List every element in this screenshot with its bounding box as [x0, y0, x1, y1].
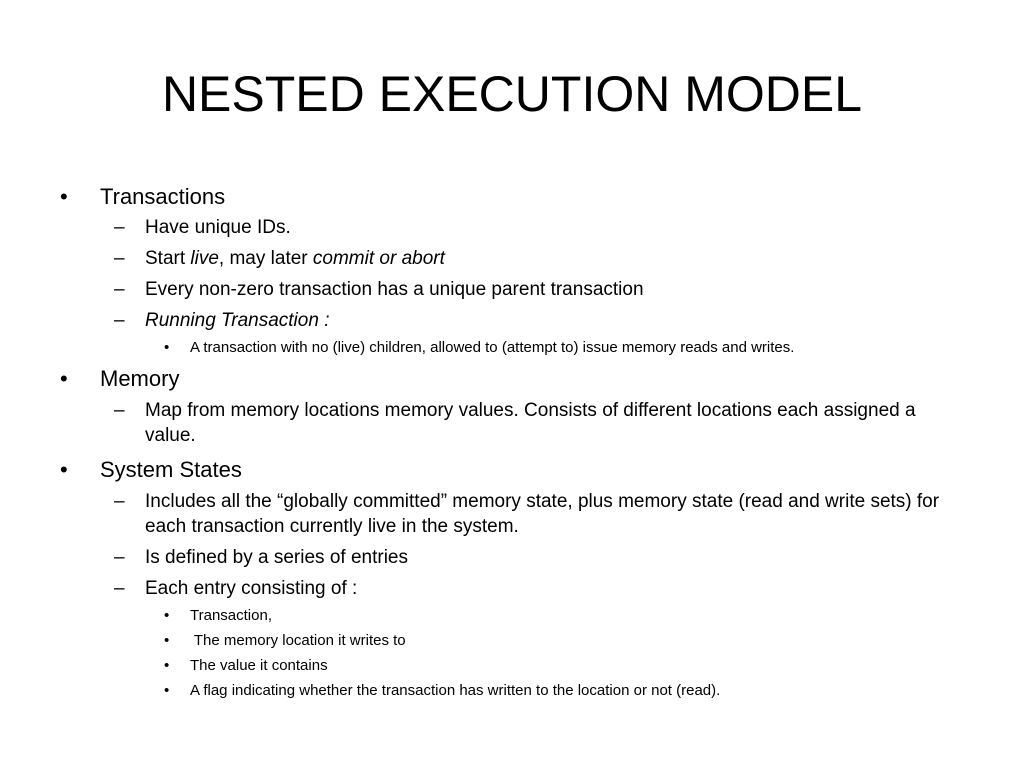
- dash-marker: –: [114, 400, 125, 421]
- dash-marker: –: [114, 578, 125, 599]
- dash-marker: –: [114, 310, 125, 331]
- bullet-marker: •: [164, 632, 170, 649]
- slide-body: [58, 180, 958, 700]
- sub-sub-bullet-text: A transaction with no (live) children, allowed to (attempt to) issue memory reads and writes.: [190, 339, 795, 356]
- dash-marker: –: [114, 279, 125, 300]
- sub-bullet-text: Every non-zero transaction has a unique parent transaction: [145, 279, 644, 300]
- slide-title: NESTED EXECUTION MODEL: [161, 66, 863, 122]
- bullet-marker: •: [164, 682, 170, 699]
- sub-bullet-text-mid: , may later: [218, 248, 313, 269]
- sub-bullet-text: Is defined by a series of entries: [145, 547, 408, 568]
- dash-marker: –: [114, 491, 125, 512]
- bullet-marker: •: [60, 457, 68, 482]
- bullet-memory: [58, 365, 958, 392]
- sub-bullet-map: [58, 398, 945, 448]
- sub-bullet-parent: [58, 277, 958, 302]
- sub-bullet-start: [58, 246, 958, 271]
- sub-bullet-text: Each entry consisting of :: [145, 578, 358, 599]
- sub-sub-bullet-entry-value: [58, 656, 958, 675]
- bullet-marker: •: [164, 657, 170, 674]
- sub-bullet-unique-ids: [58, 215, 958, 240]
- sub-bullet-text-commit-abort: commit or abort: [312, 248, 445, 269]
- sub-bullet-includes: [58, 489, 965, 539]
- sub-bullet-running: [58, 308, 958, 333]
- sub-sub-bullet-entry-location: [58, 631, 958, 650]
- bullet-marker: •: [164, 339, 170, 356]
- sub-sub-bullet-running-desc: [58, 338, 990, 357]
- bullet-marker: •: [60, 366, 68, 391]
- bullet-label: System States: [100, 457, 242, 482]
- sub-bullet-text: Map from memory locations memory values. Consists of different locations each assigned a value.: [145, 400, 916, 446]
- bullet-marker: •: [60, 184, 68, 209]
- sub-bullet-text: Have unique IDs.: [145, 217, 291, 238]
- bullet-label: Memory: [100, 366, 180, 391]
- sub-sub-bullet-text: The memory location it writes to: [190, 632, 406, 649]
- dash-marker: –: [114, 217, 125, 238]
- sub-bullet-text: Running Transaction :: [145, 310, 330, 331]
- bullet-marker: •: [164, 607, 170, 624]
- sub-sub-bullet-text: A flag indicating whether the transaction has written to the location or not (read).: [190, 682, 721, 699]
- sub-sub-bullet-text: Transaction,: [190, 607, 272, 624]
- sub-sub-bullet-text: The value it contains: [190, 657, 328, 674]
- sub-bullet-text-start: Start: [145, 248, 191, 269]
- sub-bullet-defined: [58, 545, 958, 570]
- sub-bullet-text: Includes all the “globally committed” memory state, plus memory state (read and write sets) for each transaction currently live in the system.: [145, 491, 940, 537]
- sub-sub-bullet-entry-flag: [58, 681, 958, 700]
- sub-bullet-text-live: live: [190, 248, 219, 269]
- dash-marker: –: [114, 248, 125, 269]
- dash-marker: –: [114, 547, 125, 568]
- bullet-system-states: [58, 456, 958, 483]
- bullet-transactions: [58, 183, 958, 210]
- bullet-label: Transactions: [100, 184, 226, 209]
- sub-sub-bullet-entry-transaction: [58, 606, 958, 625]
- sub-bullet-entry: [58, 576, 958, 601]
